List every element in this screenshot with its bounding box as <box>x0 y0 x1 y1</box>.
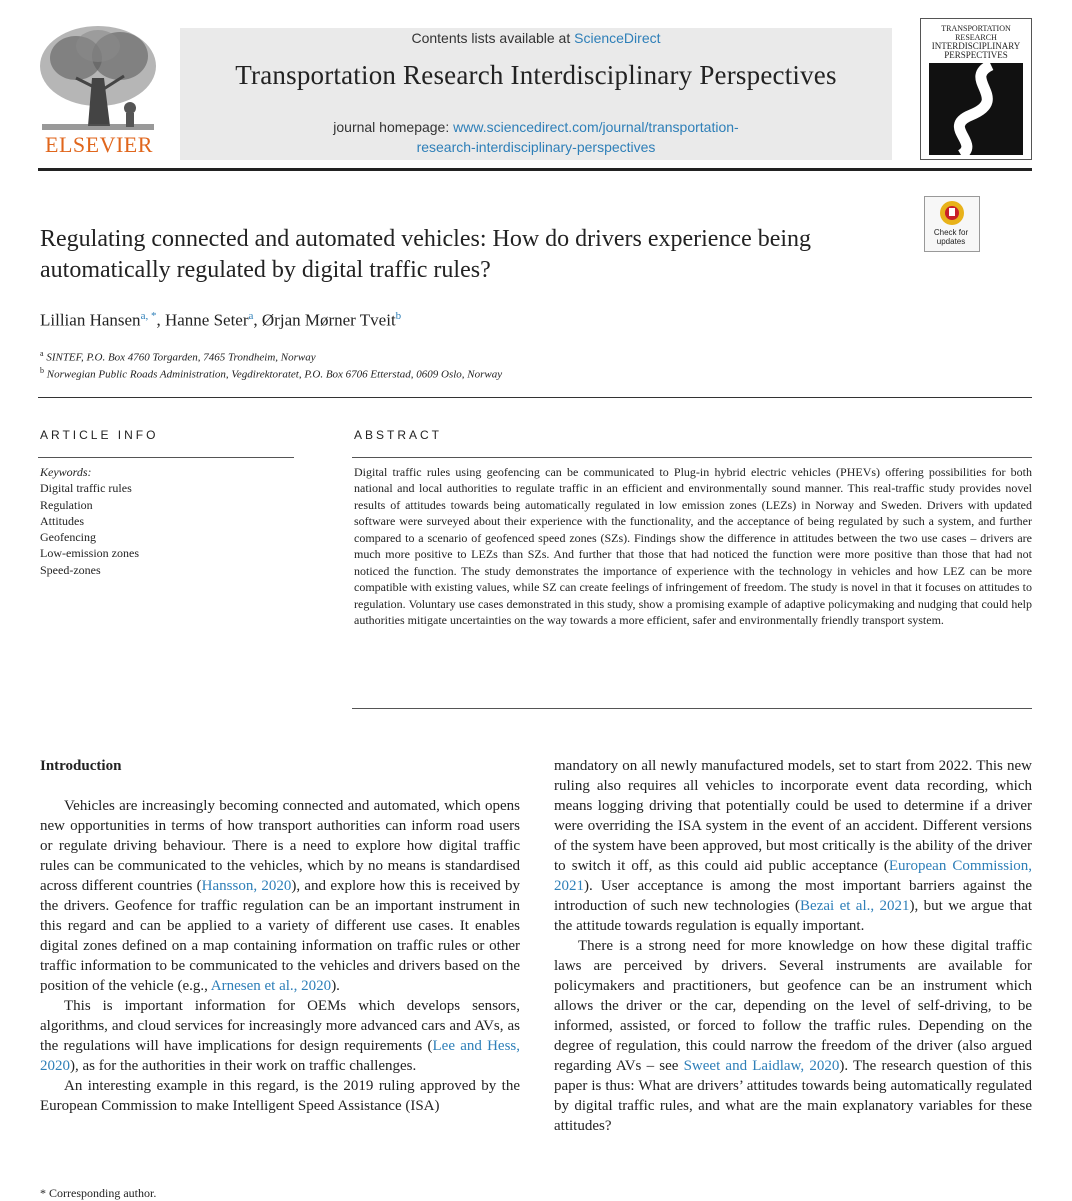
author-name[interactable]: Ørjan Mørner Tveit <box>261 310 396 330</box>
body-paragraph <box>40 996 520 1076</box>
cover-line3: INTERDISCIPLINARY <box>931 41 1021 51</box>
keyword-item: Low-emission zones <box>40 546 139 561</box>
author-separator: , <box>156 310 165 330</box>
text-run: ). The research question of this paper is thus: What are drivers’ attitudes towards being automatically regulated by digital traffic rules, and what are the main explanatory variables for these attitudes? <box>554 1058 1032 1134</box>
text-run: There is a strong need for more knowledge on how these digital traffic laws are perceived by drivers. Several instruments are available for policymakers and practitioners, but geofence can be an instrument which allows the driver or the car, depending on the level of self-driving, to be informed, assisted, or forced to follow the traffic rules. Depending on the degree of regulation, this could narrow the freedom of the driver (also argued regarding AVs – see <box>554 938 1032 1074</box>
text-run: Vehicles are increasingly becoming connected and automated, which opens new opportunities in terms of how transport authorities can inform road users or regulate driving behaviour. There is a need to explore how digital traffic rules can be communicated to the vehicles, which by no means is standardised across different countries ( <box>40 798 520 894</box>
cover-line1: TRANSPORTATION <box>941 24 1011 33</box>
abstract-text: Digital traffic rules using geofencing can be communicated to Plug-in hybrid electric vehicles (PHEVs) offering possibilities for both national and local authorities to regulate traffic in an efficient and environmentally sound manner. This real-traffic study provides novel results of attitudes towards being automatically regulated in low emission zones (LEZs) in Norway and Sweden. Drivers with updated software were surveyed about their experience with the functionality, and the acceptance of being regulated by such a system, and further compared to a scenario of geofenced speed zones (SZs). Findings show the difference in attitudes between the two use cases – drivers are much more positive to LEZs than SZs. And further that those that had noticed the function were more positive than those that had not noticed the function. The study demonstrates the importance of experience with the technology in vehicles and how LEZ can be more compatible with existing values, while SZ can create feelings of infringement of freedom. The study is novel in that it focuses on attitudes to regulation. Voluntary use cases demonstrated in this study, show a promising example of adaptive policymaking and nudging that could help authorities mitigate uncertainties on the way towards a more efficient, safer and environmentally friendly transport system. <box>354 465 1032 628</box>
citation-link[interactable]: European Commission, 2021 <box>554 858 1032 894</box>
affiliation-mark: a <box>40 349 44 358</box>
keyword-item: Attitudes <box>40 513 84 528</box>
author-separator: , <box>253 310 262 330</box>
publisher-name: ELSEVIER <box>45 132 153 157</box>
author-affil-mark[interactable]: a <box>248 310 254 322</box>
text-run: ). User acceptance is among the most important barriers against the introduction of such new technologies ( <box>554 878 1032 914</box>
article-info-heading: ARTICLE INFO <box>40 428 159 442</box>
author-list <box>40 310 940 331</box>
abstract-divider <box>352 457 1032 458</box>
body-paragraph <box>554 936 1032 1136</box>
text-run: ), as for the authorities in their work on traffic challenges. <box>70 1058 417 1074</box>
cover-line4: PERSPECTIVES <box>944 50 1008 60</box>
title-divider <box>38 397 1032 398</box>
corresponding-author-footnote: * Corresponding author. <box>40 1186 157 1200</box>
text-run: ). <box>331 978 340 994</box>
keyword-item: Speed-zones <box>40 562 101 577</box>
affiliation-text: Norwegian Public Roads Administration, Vegdirektoratet, P.O. Box 6706 Etterstad, 0609 Oslo, Norway <box>46 368 503 381</box>
check-updates-icon <box>925 197 979 229</box>
check-updates-line2: updates <box>936 237 966 246</box>
cover-title <box>924 24 1028 60</box>
keyword-item: Geofencing <box>40 530 96 545</box>
text-run: ), but we argue that the attitude towards regulation is equally important. <box>554 898 1032 934</box>
homepage-prefix: journal homepage: <box>333 119 454 135</box>
author-affil-mark[interactable]: b <box>395 310 402 322</box>
sciencedirect-link[interactable]: ScienceDirect <box>574 30 661 46</box>
article-title: Regulating connected and automated vehicles: How do drivers experience being automatically regulated by digital traffic rules? <box>40 226 812 283</box>
affiliation <box>40 349 940 364</box>
check-updates-label <box>924 228 978 246</box>
author-name[interactable]: Lillian Hansen <box>40 310 141 330</box>
homepage-link-line2[interactable]: research-interdisciplinary-perspectives <box>416 139 656 155</box>
citation-link[interactable]: Hansson, 2020 <box>201 878 292 894</box>
citation-link[interactable]: Sweet and Laidlaw, 2020 <box>683 1058 840 1074</box>
keywords-list <box>40 480 290 578</box>
body-column-left <box>40 796 520 1116</box>
abstract-heading: ABSTRACT <box>354 428 443 442</box>
body-paragraph: An interesting example in this regard, is the 2019 ruling approved by the European Commission to make Intelligent Speed Assistance (ISA) <box>40 1078 520 1114</box>
author-name[interactable]: Hanne Seter <box>164 310 249 330</box>
cover-line2: RESEARCH <box>955 33 997 42</box>
check-updates-line1: Check for <box>933 228 969 237</box>
abstract-bottom-divider <box>352 708 1032 709</box>
article-info-divider <box>38 457 294 458</box>
header-divider <box>38 168 1032 171</box>
contents-line <box>180 30 892 46</box>
text-run: This is important information for OEMs which develops sensors, algorithms, and cloud services for increasingly more advanced cars and AVs, as the regulations will have implications for design requirements ( <box>40 998 520 1054</box>
contents-prefix: Contents lists available at <box>411 30 575 46</box>
text-run: ), and explore how this is received by the drivers. Geofence for traffic regulation can be an important instrument in this regard and can be applied to a variety of different use cases. It enables digital zones defined on a map containing information on traffic rules or other traffic information to be communicated to the vehicles and drivers based on the position of the vehicle (e.g., <box>40 878 521 994</box>
journal-title: Transportation Research Interdisciplinary Perspectives <box>235 60 837 90</box>
introduction-heading: Introduction <box>40 758 122 774</box>
body-column-right <box>554 756 1032 1136</box>
keywords-label: Keywords: <box>40 465 92 479</box>
journal-homepage <box>180 117 892 157</box>
keywords-block <box>40 464 290 578</box>
affiliation-text: SINTEF, P.O. Box 4760 Torgarden, 7465 Trondheim, Norway <box>46 351 316 364</box>
affiliation <box>40 366 940 381</box>
affiliation-mark: b <box>40 366 44 375</box>
keyword-item: Regulation <box>40 497 93 512</box>
citation-link[interactable]: Lee and Hess, 2020 <box>40 1038 520 1074</box>
homepage-link-line1[interactable]: www.sciencedirect.com/journal/transportation- <box>453 119 739 135</box>
body-paragraph <box>554 756 1032 936</box>
citation-link[interactable]: Arnesen et al., 2020 <box>210 978 332 994</box>
author-affil-mark[interactable]: a, * <box>140 310 157 322</box>
citation-link[interactable]: Bezai et al., 2021 <box>800 898 910 914</box>
body-paragraph <box>40 796 520 996</box>
text-run: mandatory on all newly manufactured models, set to start from 2022. This new ruling also requires all vehicles to incorporate event data recording, which means logging driving that potentially could be used to determine if a driver were overriding the ISA system in the event of an accident. Different versions of the system have been approved, but most critically is the ability of the driver to switch it off, as this could aid public acceptance ( <box>554 758 1032 874</box>
keyword-item: Digital traffic rules <box>40 481 132 496</box>
